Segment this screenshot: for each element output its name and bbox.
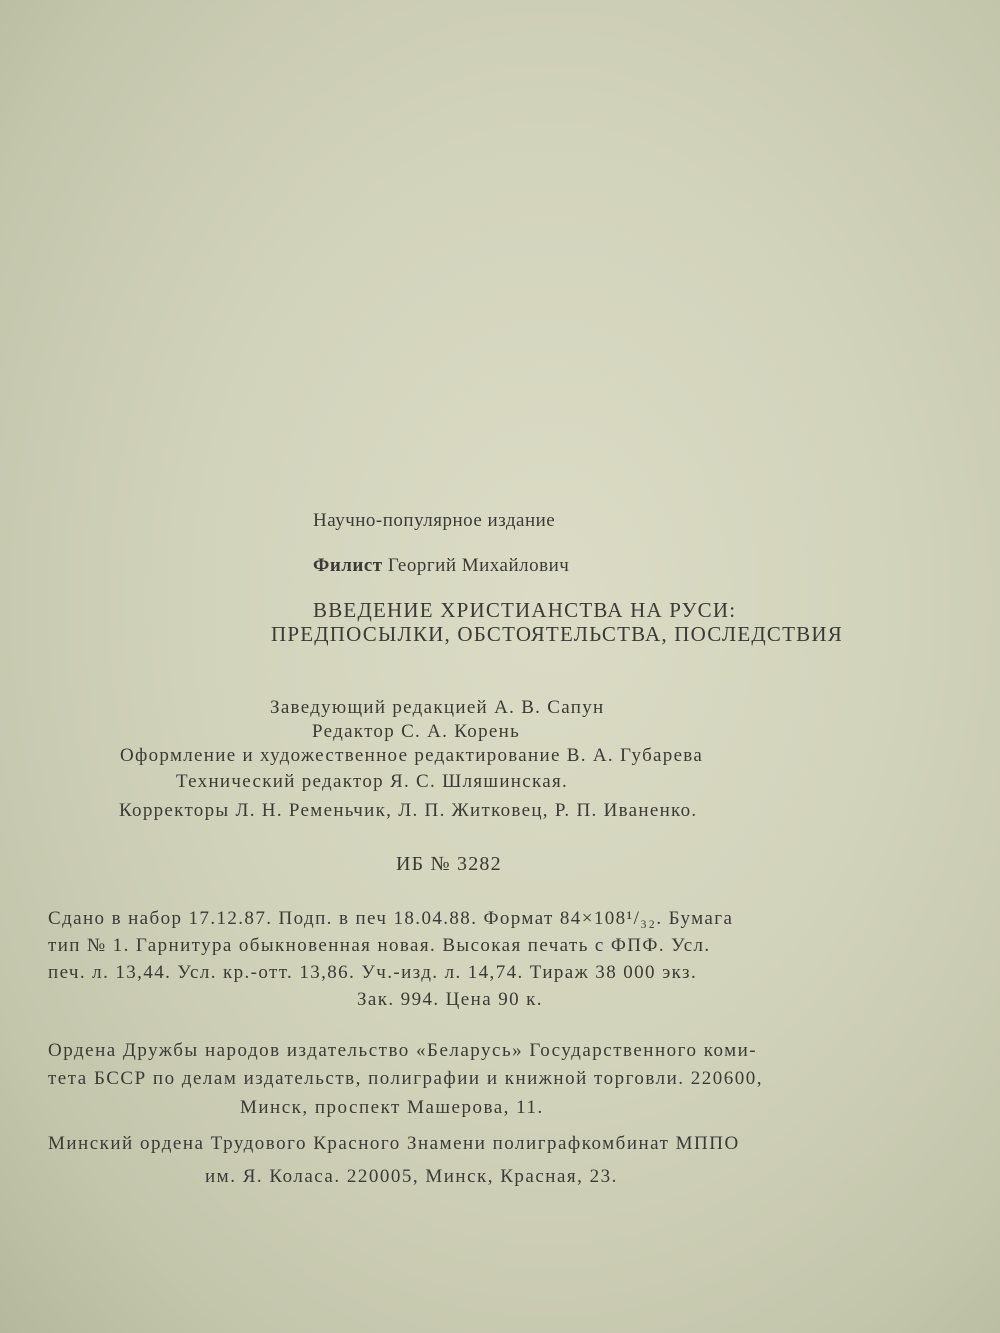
printer-line-2: им. Я. Коласа. 220005, Минск, Красная, 23. [205, 1166, 618, 1187]
edition-type: Научно-популярное издание [313, 510, 556, 531]
ib-number: ИБ № 3282 [396, 853, 502, 875]
book-title-line-1: ВВЕДЕНИЕ ХРИСТИАНСТВА НА РУСИ: [313, 598, 737, 622]
publisher-line-1: Ордена Дружбы народов издательство «Беларусь» Государственного коми- [48, 1040, 758, 1061]
credit-design: Оформление и художественное редактирование В. А. Губарева [120, 745, 704, 766]
credit-proofreaders: Корректоры Л. Н. Ременьчик, Л. П. Житковец, Р. П. Иваненко. [119, 800, 698, 821]
author-given-names: Георгий Михайлович [387, 555, 570, 576]
print-specs-line-4: Зак. 994. Цена 90 к. [357, 989, 543, 1010]
print-specs-line-1: Сдано в набор 17.12.87. Подп. в печ 18.04.88. Формат 84×108¹/₃₂. Бумага [48, 908, 734, 929]
author-line [313, 555, 569, 577]
print-specs-line-3: печ. л. 13,44. Усл. кр.-отт. 13,86. Уч.-изд. л. 14,74. Тираж 38 000 экз. [48, 962, 698, 983]
author-surname: Филист [313, 555, 383, 576]
printer-line-1: Минский ордена Трудового Красного Знамени полиграфкомбинат МППО [48, 1133, 740, 1154]
credit-editor: Редактор С. А. Корень [312, 721, 521, 742]
book-title-line-2: ПРЕДПОСЫЛКИ, ОБСТОЯТЕЛЬСТВА, ПОСЛЕДСТВИЯ [271, 622, 843, 646]
credit-head-editor: Заведующий редакцией А. В. Сапун [270, 697, 605, 718]
credit-technical-editor: Технический редактор Я. С. Шляшинская. [176, 771, 569, 792]
print-specs-line-2: тип № 1. Гарнитура обыкновенная новая. Высокая печать с ФПФ. Усл. [48, 935, 711, 956]
publisher-line-2: тета БССР по делам издательств, полиграфии и книжной торговли. 220600, [48, 1068, 764, 1089]
publisher-line-3: Минск, проспект Машерова, 11. [240, 1097, 544, 1118]
